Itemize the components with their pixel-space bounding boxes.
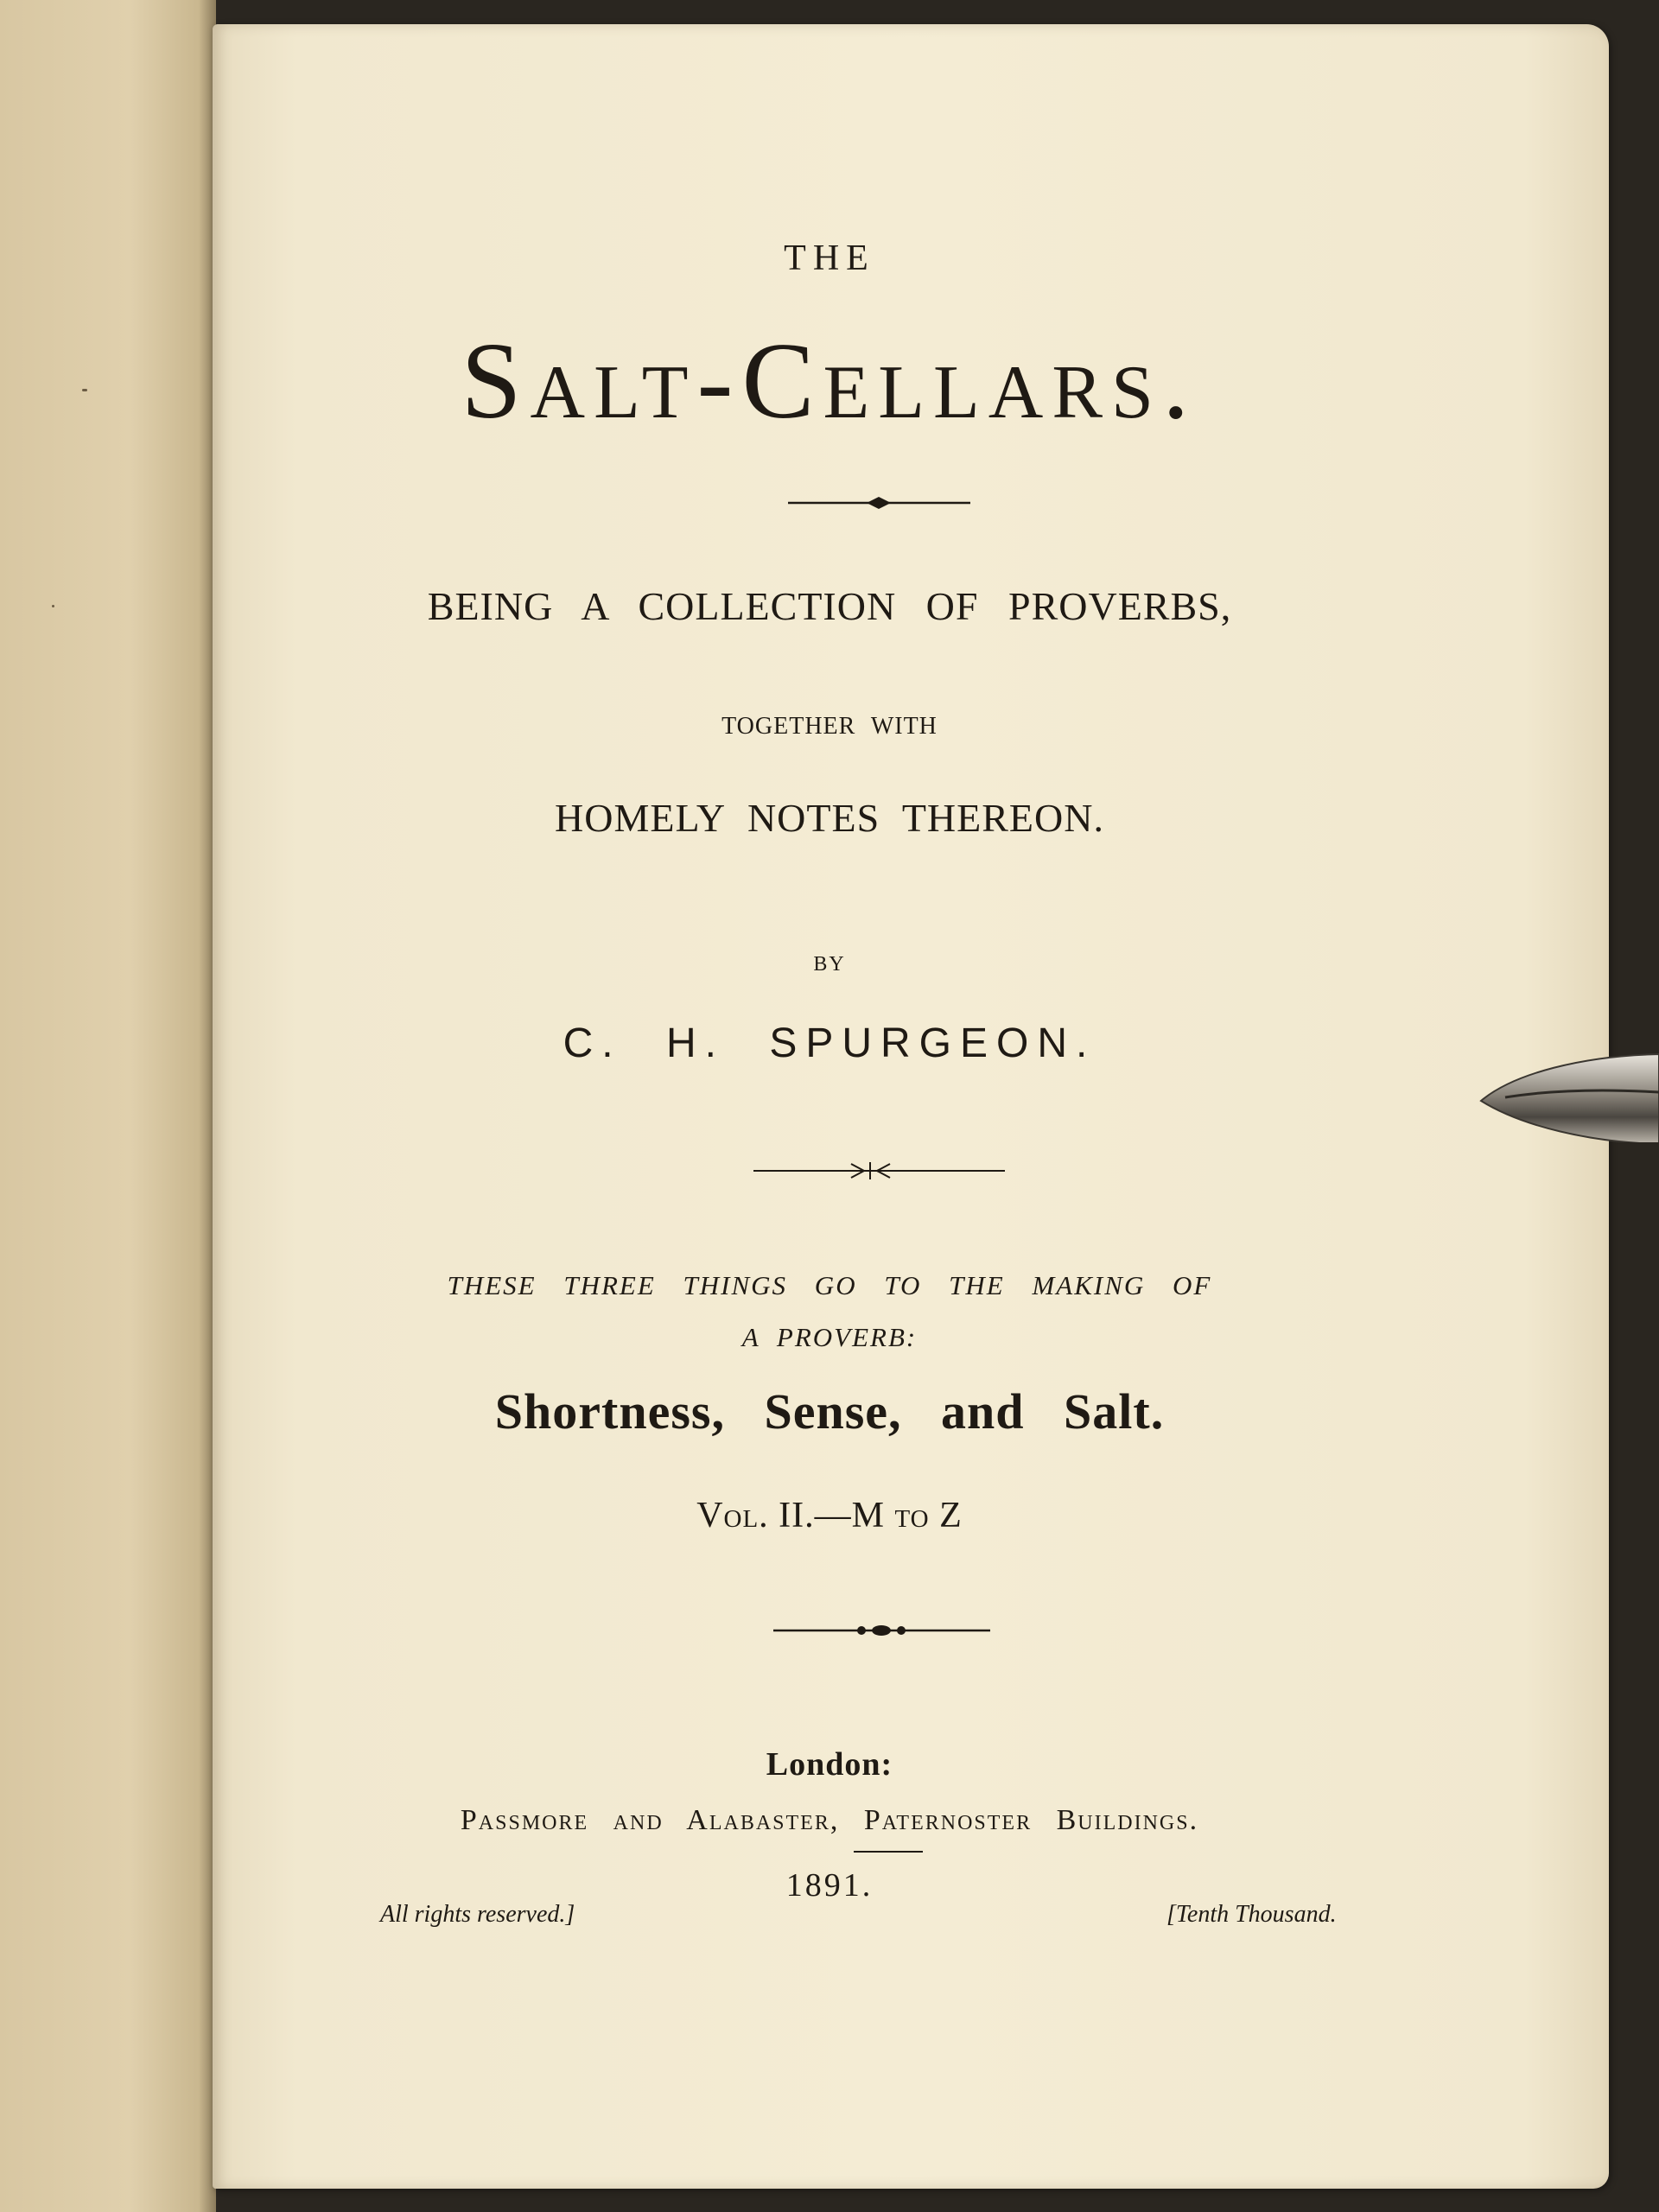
diamond-rule-ornament [786, 493, 972, 514]
pretitle: THE [784, 238, 875, 278]
book-title: Salt-Cellars. [461, 321, 1198, 442]
volume: Vol. II.—M to Z [696, 1496, 963, 1535]
rights-note: All rights reserved.] [380, 1901, 575, 1928]
by-label: BY [813, 953, 846, 976]
together-with: TOGETHER WITH [721, 713, 938, 740]
pen-nib [1479, 1047, 1659, 1142]
edition-note: [Tenth Thousand. [1166, 1901, 1337, 1928]
author: C. H. SPURGEON. [563, 1020, 1096, 1066]
dotted-rule-ornament [772, 1620, 992, 1642]
subtitle: BEING A COLLECTION OF PROVERBS, [427, 584, 1232, 628]
homely-notes: HOMELY NOTES THEREON. [555, 796, 1104, 840]
publisher: Passmore and Alabaster, Paternoster Buildings. [460, 1804, 1199, 1836]
motto: Shortness, Sense, and Salt. [494, 1383, 1165, 1440]
place: London: [766, 1746, 893, 1783]
epigraph-line-1: THESE THREE THINGS GO TO THE MAKING OF [447, 1270, 1212, 1300]
epigraph-line-2: A PROVERB: [741, 1322, 918, 1352]
short-rule [854, 1849, 923, 1854]
arrow-rule-ornament [752, 1158, 1007, 1184]
year: 1891. [785, 1867, 874, 1904]
